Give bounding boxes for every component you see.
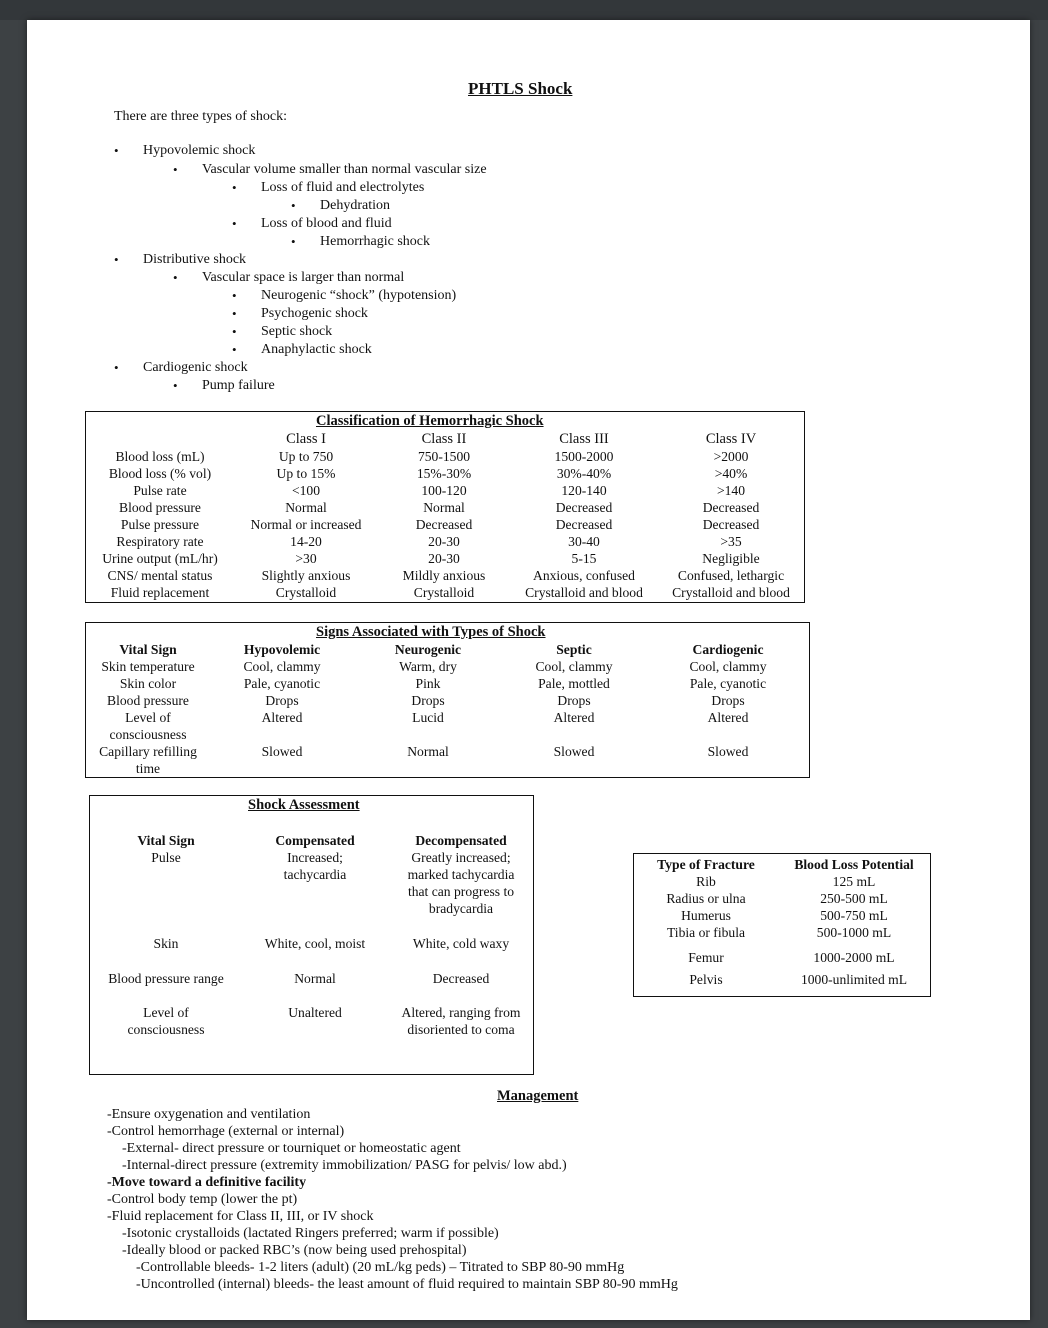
shock-assessment-table <box>89 795 534 1075</box>
hypovolemic-column <box>222 641 342 760</box>
table-cell: Normal <box>294 971 336 986</box>
column-header: Neurogenic <box>394 642 462 657</box>
column-header: Class III <box>559 431 609 447</box>
table-cell: Pale, mottled <box>538 676 610 691</box>
table-cell: 120-140 <box>561 483 607 498</box>
table-cell: Up to 15% <box>276 466 336 481</box>
management-line: -Isotonic crystalloids (lactated Ringers preferred; warm if possible) <box>122 1226 499 1241</box>
list-item: • Hypovolemic shock <box>143 142 255 159</box>
column-header: Hypovolemic <box>243 642 321 657</box>
table-cell: Warm, dry <box>399 659 457 674</box>
list-item: • Distributive shock <box>143 251 246 268</box>
table-cell: 5-15 <box>571 551 597 566</box>
management-line: -Fluid replacement for Class II, III, or IV shock <box>107 1209 374 1224</box>
table-cell: Cool, clammy <box>535 659 613 674</box>
table-cell: Decreased <box>432 971 490 986</box>
table-cell: Altered, ranging from disoriented to coma <box>401 1005 521 1037</box>
row-label: Pulse pressure <box>120 517 200 532</box>
class-i-column <box>236 431 376 601</box>
table-cell: >30 <box>295 551 317 566</box>
table-cell: Cool, clammy <box>243 659 321 674</box>
table-cell: 1500-2000 <box>554 449 614 464</box>
list-item: • Pump failure <box>202 377 275 394</box>
table-cell: Slowed <box>707 744 749 759</box>
table-cell: Normal or increased <box>250 517 362 532</box>
table-cell: Anxious, confused <box>533 568 635 583</box>
fracture-blood-loss-table <box>633 853 931 997</box>
table-cell: Negligible <box>702 551 760 566</box>
table-cell: Altered <box>553 710 595 725</box>
table-cell: Femur <box>688 950 724 965</box>
row-label: Blood pressure range <box>108 971 224 986</box>
row-label: Skin temperature <box>101 659 195 674</box>
table-cell: Drops <box>711 693 745 708</box>
table-cell: 20-30 <box>428 534 460 549</box>
list-item: • Anaphylactic shock <box>261 341 372 358</box>
list-item: • Loss of blood and fluid <box>261 215 392 232</box>
neurogenic-column <box>368 641 488 760</box>
table-cell: White, cool, moist <box>264 936 366 951</box>
row-label <box>86 431 234 448</box>
table-cell: Decreased <box>702 500 760 515</box>
table-cell: Drops <box>557 693 591 708</box>
table-cell: 250-500 mL <box>820 891 888 906</box>
table-cell: Altered <box>707 710 749 725</box>
management-line: -External- direct pressure or tourniquet or homeostatic agent <box>122 1141 461 1156</box>
table-cell: Decreased <box>555 517 613 532</box>
management-line: -Ensure oxygenation and ventilation <box>107 1107 311 1122</box>
table-cell: Pale, cyanotic <box>243 676 321 691</box>
table-cell: Pale, cyanotic <box>689 676 767 691</box>
table-cell: Tibia or fibula <box>666 925 746 940</box>
column-header: Class IV <box>705 431 757 447</box>
table-cell: Radius or ulna <box>666 891 746 906</box>
table-cell: Greatly increased; marked tachycardia that can progress to bradycardia <box>407 850 515 916</box>
row-label: Level of consciousness <box>127 1005 205 1037</box>
row-label: CNS/ mental status <box>107 568 213 583</box>
table-cell: 14-20 <box>290 534 322 549</box>
table-cell: Crystalloid <box>275 585 337 600</box>
document-page <box>27 20 1030 1320</box>
viewer-toolbar <box>0 0 1048 20</box>
column-header: Class II <box>421 431 467 447</box>
management-title: Management <box>497 1088 579 1104</box>
row-label: Blood loss (mL) <box>115 449 205 464</box>
row-label: Blood loss (% vol) <box>108 466 212 481</box>
management-line: -Move toward a definitive facility <box>107 1175 307 1190</box>
compensated-column <box>250 832 380 1021</box>
column-header: Vital Sign <box>119 642 177 657</box>
list-item: • Loss of fluid and electrolytes <box>261 179 424 196</box>
table-cell: Slowed <box>261 744 303 759</box>
class-iv-column <box>664 431 798 601</box>
table-cell: 125 mL <box>832 874 876 889</box>
table-cell: Confused, lethargic <box>677 568 785 583</box>
column-header: Vital Sign <box>137 833 195 848</box>
table-cell: >140 <box>716 483 746 498</box>
list-item: • Hemorrhagic shock <box>320 233 430 250</box>
table-cell: >40% <box>714 466 748 481</box>
table-cell: White, cold waxy <box>412 936 510 951</box>
row-label: Capillary refilling time <box>99 744 197 776</box>
hemorrhagic-classification-table <box>85 411 805 603</box>
table-cell: Pink <box>415 676 441 691</box>
row-label: Level of consciousness <box>109 710 187 742</box>
table-cell: Normal <box>407 744 449 759</box>
list-item: • Septic shock <box>261 323 332 340</box>
table-cell: Normal <box>423 500 465 515</box>
column-header: Septic <box>556 642 592 657</box>
table-cell: Decreased <box>702 517 760 532</box>
row-label: Respiratory rate <box>116 534 204 549</box>
table-cell: 30-40 <box>568 534 600 549</box>
table-cell: <100 <box>291 483 321 498</box>
table-cell: Mildly anxious <box>402 568 486 583</box>
intro-text: There are three types of shock: <box>114 109 287 124</box>
fracture-type-column <box>638 856 774 988</box>
table-cell: Decreased <box>415 517 473 532</box>
table-cell: Altered <box>261 710 303 725</box>
cardiogenic-column <box>668 641 788 760</box>
table-title: Shock Assessment <box>248 797 360 813</box>
management-line: -Uncontrolled (internal) bleeds- the least amount of fluid required to maintain SBP 80-90 mmHg <box>136 1277 678 1292</box>
table-title: Signs Associated with Types of Shock <box>316 624 546 640</box>
row-label: Urine output (mL/hr) <box>102 551 218 566</box>
column-header: Decompensated <box>415 833 507 848</box>
table-cell: 100-120 <box>421 483 467 498</box>
row-label: Fluid replacement <box>110 585 210 600</box>
vital-sign-column <box>94 832 238 1038</box>
row-label: Skin color <box>119 676 177 691</box>
table-cell: Rib <box>696 874 716 889</box>
table-cell: Decreased <box>555 500 613 515</box>
row-label: Skin <box>153 936 179 951</box>
table-cell: Slowed <box>553 744 595 759</box>
decompensated-column <box>396 832 526 1038</box>
management-line: -Control body temp (lower the pt) <box>107 1192 298 1207</box>
page-title: PHTLS Shock <box>468 79 573 98</box>
column-header: Blood Loss Potential <box>794 857 914 872</box>
table-cell: >35 <box>720 534 742 549</box>
table-cell: 20-30 <box>428 551 460 566</box>
table-cell: Cool, clammy <box>689 659 767 674</box>
table-title: Classification of Hemorrhagic Shock <box>316 413 544 429</box>
table-cell: Pelvis <box>689 972 723 987</box>
table-cell: Increased; tachycardia <box>283 850 347 882</box>
column-header: Class I <box>286 431 326 447</box>
blood-loss-column <box>782 856 926 988</box>
table-cell: Lucid <box>412 710 444 725</box>
class-ii-column <box>386 431 502 601</box>
septic-column <box>514 641 634 760</box>
list-item: • Psychogenic shock <box>261 305 368 322</box>
table-cell: 500-750 mL <box>820 908 888 923</box>
row-label: Pulse rate <box>133 483 187 498</box>
management-line: -Internal-direct pressure (extremity immobilization/ PASG for pelvis/ low abd.) <box>122 1158 567 1173</box>
table-cell: 30%-40% <box>556 466 612 481</box>
row-label: Blood pressure <box>119 500 201 515</box>
table-cell: Crystalloid and blood <box>672 585 790 600</box>
table-cell: 500-1000 mL <box>816 925 892 940</box>
table-cell: Up to 750 <box>278 449 334 464</box>
table-cell: 15%-30% <box>416 466 472 481</box>
management-line: -Control hemorrhage (external or internal) <box>107 1124 345 1139</box>
table-cell: Crystalloid and blood <box>525 585 643 600</box>
list-item: • Cardiogenic shock <box>143 359 248 376</box>
row-label: Blood pressure <box>107 693 189 708</box>
table-cell: Crystalloid <box>413 585 475 600</box>
column-header: Type of Fracture <box>657 857 755 872</box>
list-item: • Vascular space is larger than normal <box>202 269 404 286</box>
table-cell: 1000-unlimited mL <box>800 972 908 987</box>
row-label: Pulse <box>151 850 181 865</box>
list-item: • Vascular volume smaller than normal vascular size <box>202 161 487 178</box>
row-labels-column <box>86 431 234 601</box>
column-header: Compensated <box>275 833 355 848</box>
table-cell: Drops <box>411 693 445 708</box>
management-line: -Ideally blood or packed RBC’s (now being used prehospital) <box>122 1243 467 1258</box>
list-item: • Neurogenic “shock” (hypotension) <box>261 287 456 304</box>
column-header: Cardiogenic <box>692 642 764 657</box>
table-cell: 1000-2000 mL <box>813 950 895 965</box>
list-item: • Dehydration <box>320 197 390 214</box>
signs-of-shock-table <box>85 622 810 778</box>
management-line: -Controllable bleeds- 1-2 liters (adult) (20 mL/kg peds) – Titrated to SBP 80-90 mmHg <box>136 1260 625 1275</box>
table-cell: Slightly anxious <box>261 568 351 583</box>
table-cell: >2000 <box>713 449 749 464</box>
table-cell: Normal <box>285 500 327 515</box>
class-iii-column <box>518 431 650 601</box>
table-cell: Humerus <box>681 908 731 923</box>
table-cell: Unaltered <box>288 1005 342 1020</box>
table-cell: 750-1500 <box>417 449 471 464</box>
vital-sign-column <box>88 641 208 777</box>
table-cell: Drops <box>265 693 299 708</box>
